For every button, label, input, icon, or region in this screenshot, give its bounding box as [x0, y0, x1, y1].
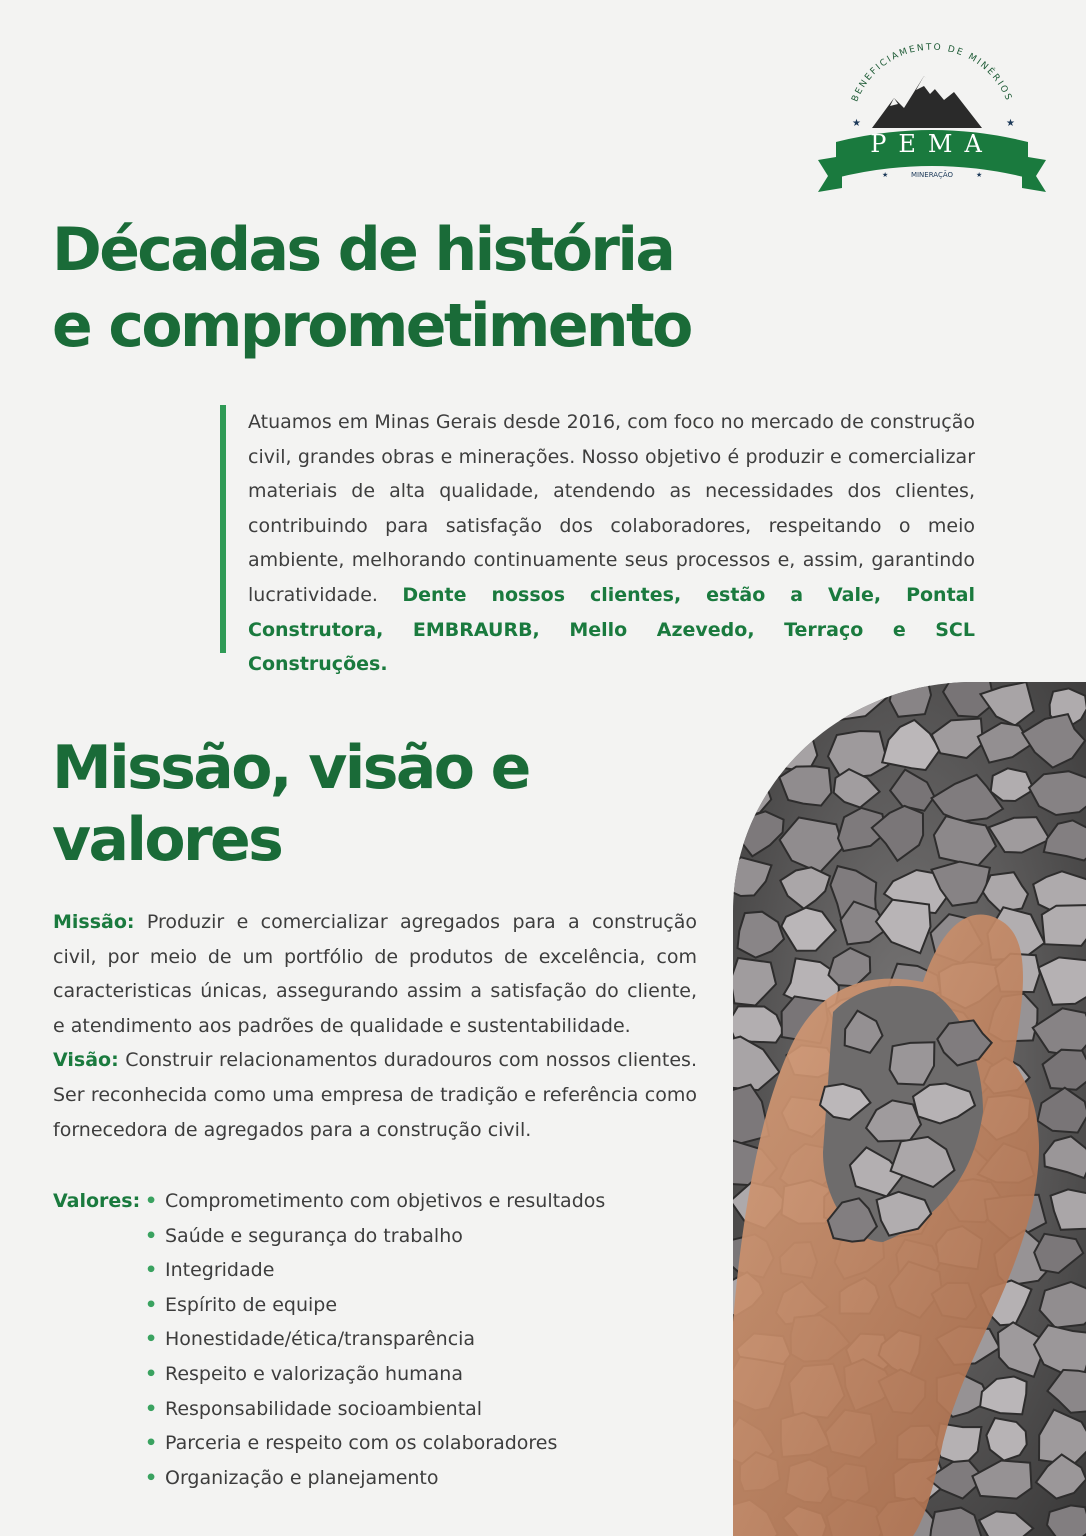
bullet-icon: •	[145, 1362, 158, 1385]
quote-bar	[220, 405, 226, 653]
bullet-icon: •	[145, 1466, 158, 1489]
mvv-title-line2: valores	[52, 805, 282, 875]
svg-text:★: ★	[976, 171, 983, 179]
bullet-icon: •	[145, 1432, 158, 1455]
list-item: • Integridade	[145, 1253, 665, 1288]
svg-text:PEMA: PEMA	[870, 130, 994, 158]
values-label: Valores:	[53, 1190, 141, 1212]
list-item: • Saúde e segurança do trabalho	[145, 1219, 665, 1254]
bullet-icon: •	[145, 1259, 158, 1282]
vision-paragraph	[53, 1043, 697, 1147]
history-title	[52, 212, 691, 364]
stones-in-hands-photo	[733, 682, 1086, 1536]
mvv-title	[52, 732, 529, 876]
mission-label: Missão:	[53, 911, 135, 933]
svg-text:★: ★	[882, 171, 889, 179]
history-body: Atuamos em Minas Gerais desde 2016, com foco no mercado de construção civil, grandes obras e minerações. Nosso objetivo é produzir e comercializar materiais de alta qualidade, atendendo as necessidades dos clientes, contribuindo para satisfação dos colaboradores, respeitando o meio ambiente, melhorando continuamente seus processos e, assim, garantindo lucratividade.	[248, 411, 975, 606]
svg-text:BENEFICIAMENTO DE MINÉRIOS: BENEFICIAMENTO DE MINÉRIOS	[850, 42, 1014, 104]
history-title-line2: e comprometimento	[52, 291, 691, 361]
bullet-icon: •	[145, 1293, 158, 1316]
values-list	[145, 1184, 665, 1495]
bullet-icon: •	[145, 1328, 158, 1351]
list-item: • Responsabilidade socioambiental	[145, 1392, 665, 1427]
svg-text:MINERAÇÃO: MINERAÇÃO	[910, 171, 954, 179]
mvv-title-line1: Missão, visão e	[52, 733, 529, 803]
list-item: • Respeito e valorização humana	[145, 1357, 665, 1392]
svg-text:★: ★	[852, 118, 861, 129]
bullet-icon: •	[145, 1190, 158, 1212]
mission-paragraph	[53, 905, 697, 1043]
bullet-icon: •	[145, 1224, 158, 1247]
vision-label: Visão:	[53, 1049, 119, 1072]
clients-text: Dente nossos clientes, estão a Vale, Pontal Construtora, EMBRAURB, Mello Azevedo, Terraço e SCL Construções.	[248, 583, 975, 676]
mission-vision	[53, 905, 697, 1147]
vision-text: Construir relacionamentos duradouros com nossos clientes. Ser reconhecida como uma empresa de tradição e referência como fornecedora de agregados para a construção civil.	[53, 1049, 697, 1141]
pema-logo	[812, 40, 1052, 200]
svg-text:★: ★	[1006, 118, 1015, 129]
history-paragraph	[248, 405, 975, 682]
mission-text: Produzir e comercializar agregados para a construção civil, por meio de um portfólio de produtos de excelência, com caracteristicas únicas, assegurando assim a satisfação do cliente, e atendimento aos padrões de qualidade e sustentabilidade.	[53, 911, 698, 1037]
list-item: • Comprometimento com objetivos e resultados	[145, 1184, 665, 1219]
bullet-icon: •	[145, 1397, 158, 1420]
history-title-line1: Décadas de história	[52, 215, 674, 285]
list-item: • Espírito de equipe	[145, 1288, 665, 1323]
list-item: • Organização e planejamento	[145, 1461, 665, 1496]
list-item: • Honestidade/ética/transparência	[145, 1322, 665, 1357]
list-item: • Parceria e respeito com os colaboradores	[145, 1426, 665, 1461]
